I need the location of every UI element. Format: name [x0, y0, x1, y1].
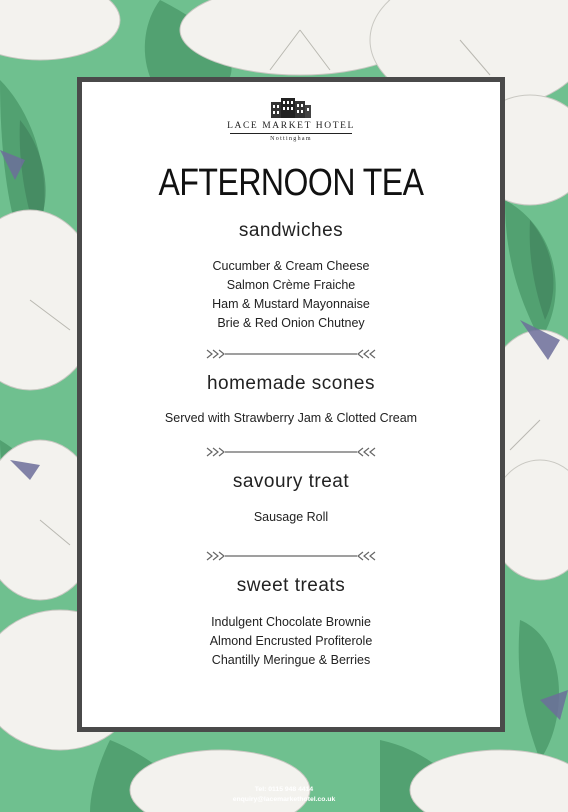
footer-telephone: Tel: 0115 948 4414 — [254, 786, 314, 793]
menu-item: Cucumber & Cream Cheese — [212, 259, 370, 273]
arrow-divider-icon — [205, 446, 377, 458]
section-heading-scones: homemade scones — [206, 373, 376, 394]
menu-item: Served with Strawberry Jam & Clotted Cream — [164, 411, 418, 425]
footer-contact — [0, 785, 568, 805]
section-items-sandwiches — [82, 257, 500, 333]
hotel-logo — [82, 96, 500, 142]
section-heading-savoury: savoury treat — [232, 471, 350, 492]
menu-item: Sausage Roll — [253, 510, 329, 524]
section-items-savoury — [82, 508, 500, 527]
menu-item: Brie & Red Onion Chutney — [217, 316, 365, 330]
arrow-divider-icon — [205, 348, 377, 360]
section-items-sweet — [82, 613, 500, 670]
footer-email[interactable]: enquiry@lacemarkethotel.co.uk — [232, 796, 336, 803]
menu-item: Almond Encrusted Profiterole — [209, 634, 373, 648]
section-heading-sweet: sweet treats — [236, 575, 346, 596]
hotel-city: Nottingham — [270, 136, 312, 142]
arrow-divider-icon — [205, 550, 377, 562]
menu-item: Salmon Crème Fraiche — [226, 278, 356, 292]
hotel-name: LACE MARKET HOTEL — [227, 121, 355, 131]
page-title: AFTERNOON TEA — [158, 160, 424, 204]
menu-item: Ham & Mustard Mayonnaise — [212, 297, 370, 311]
section-items-scones — [82, 409, 500, 428]
menu-item: Indulgent Chocolate Brownie — [211, 615, 371, 629]
menu-item: Chantilly Meringue & Berries — [211, 653, 371, 667]
menu-card — [77, 77, 505, 732]
hotel-name-rule — [230, 133, 352, 134]
hotel-building-icon — [269, 96, 313, 118]
section-heading-sandwiches: sandwiches — [238, 220, 344, 241]
